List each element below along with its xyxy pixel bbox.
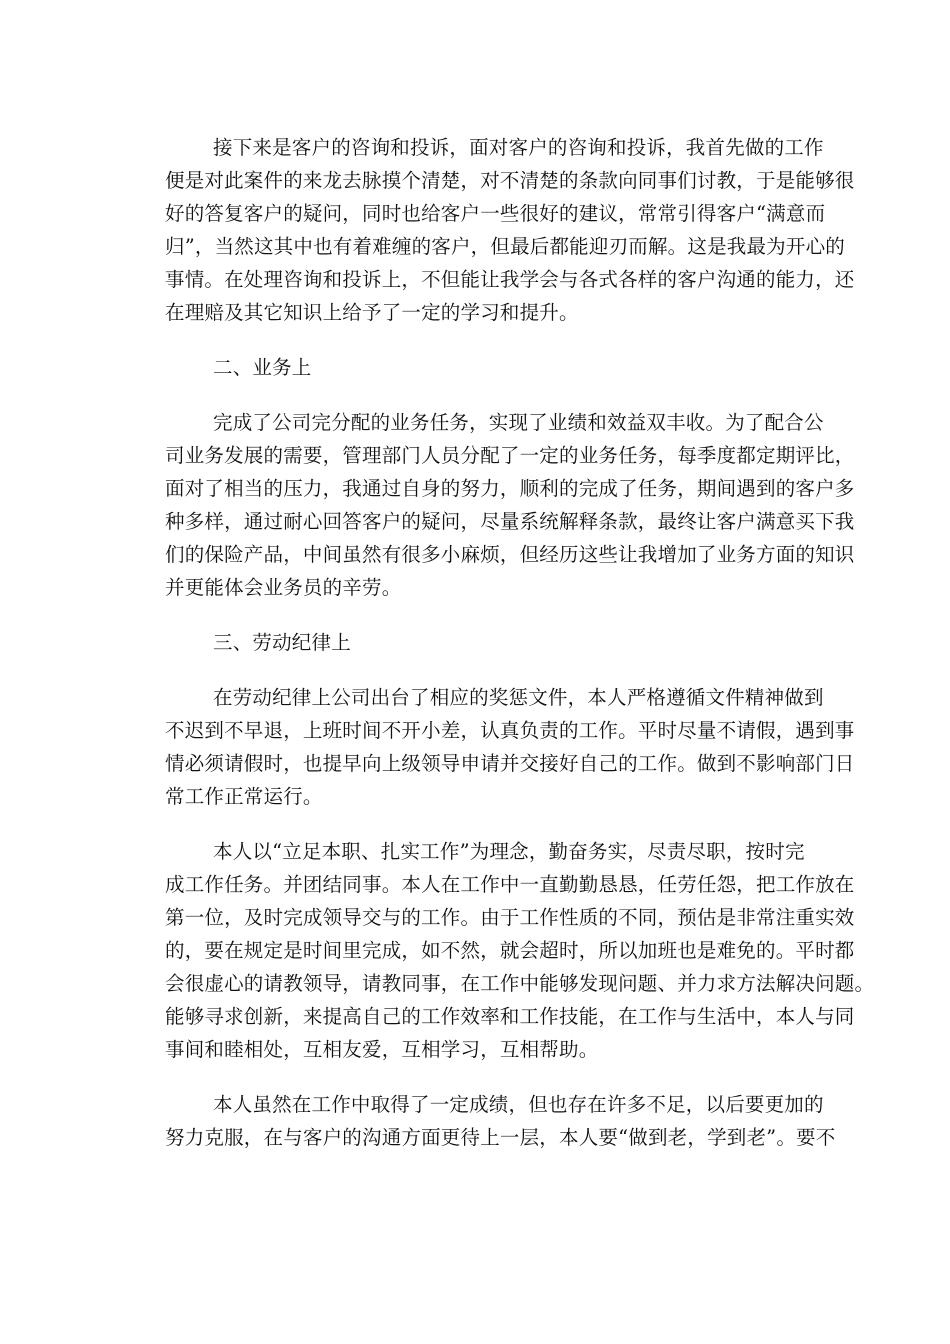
paragraph-2-line-2: 司业务发展的需要，管理部门人员分配了一定的业务任务，每季度都定期评比， xyxy=(165,444,855,467)
paragraph-3-line-3: 情必须请假时，也提早向上级领导申请并交接好自己的工作。做到不影响部门日 xyxy=(165,752,855,775)
paragraph-5-line-1: 本人虽然在工作中取得了一定成绩，但也存在许多不足，以后要更加的 xyxy=(213,1093,824,1116)
paragraph-1-line-5: 事情。在处理咨询和投诉上，不但能让我学会与各式各样的客户沟通的能力，还 xyxy=(165,268,855,291)
paragraph-4-line-1: 本人以“立足本职、扎实工作”为理念，勤奋务实，尽责尽职，按时完 xyxy=(213,840,805,863)
paragraph-4-line-5: 会很虚心的请教领导，请教同事，在工作中能够发现问题、并力求方法解决问题。 xyxy=(165,972,875,995)
paragraph-1-line-6: 在理赔及其它知识上给予了一定的学习和提升。 xyxy=(165,301,579,324)
section-heading-business: 二、业务上 xyxy=(213,356,312,379)
paragraph-4-line-6: 能够寻求创新，来提高自己的工作效率和工作技能，在工作与生活中，本人与同 xyxy=(165,1005,855,1028)
paragraph-3-line-1: 在劳动纪律上公司出台了相应的奖惩文件，本人严格遵循文件精神做到 xyxy=(213,686,824,709)
paragraph-2-line-4: 种多样，通过耐心回答客户的疑问，尽量系统解释条款，最终让客户满意买下我 xyxy=(165,510,855,533)
paragraph-1-line-1: 接下来是客户的咨询和投诉，面对客户的咨询和投诉，我首先做的工作 xyxy=(213,136,824,159)
paragraph-4-line-2: 成工作任务。并团结同事。本人在工作中一直勤勤恳恳，任劳任怨，把工作放在 xyxy=(165,873,855,896)
paragraph-4-line-4: 的，要在规定是时间里完成，如不然，就会超时，所以加班也是难免的。平时都 xyxy=(165,939,855,962)
paragraph-4-line-7: 事间和睦相处，互相友爱，互相学习，互相帮助。 xyxy=(165,1038,599,1061)
paragraph-4-line-3: 第一位，及时完成领导交与的工作。由于工作性质的不同，预估是非常注重实效 xyxy=(165,906,855,929)
paragraph-2-line-6: 并更能体会业务员的辛劳。 xyxy=(165,576,402,599)
section-heading-discipline: 三、劳动纪律上 xyxy=(213,631,351,654)
paragraph-1-line-4: 归”，当然这其中也有着难缠的客户，但最后都能迎刃而解。这是我最为开心的 xyxy=(165,235,845,258)
paragraph-1-line-2: 便是对此案件的来龙去脉摸个清楚，对不清楚的条款向同事们讨教，于是能够很 xyxy=(165,169,855,192)
paragraph-1-line-3: 好的答复客户的疑问，同时也给客户一些很好的建议，常常引得客户“满意而 xyxy=(165,202,826,225)
paragraph-2-line-3: 面对了相当的压力，我通过自身的努力，顺利的完成了任务，期间遇到的客户多 xyxy=(165,477,855,500)
paragraph-2-line-5: 们的保险产品，中间虽然有很多小麻烦，但经历这些让我增加了业务方面的知识 xyxy=(165,543,855,566)
paragraph-3-line-2: 不迟到不早退，上班时间不开小差，认真负责的工作。平时尽量不请假，遇到事 xyxy=(165,719,855,742)
paragraph-2-line-1: 完成了公司完分配的业务任务，实现了业绩和效益双丰收。为了配合公 xyxy=(213,411,824,434)
paragraph-5-line-2: 努力克服，在与客户的沟通方面更待上一层，本人要“做到老，学到老”。要不 xyxy=(165,1126,836,1149)
paragraph-3-line-4: 常工作正常运行。 xyxy=(165,785,323,808)
